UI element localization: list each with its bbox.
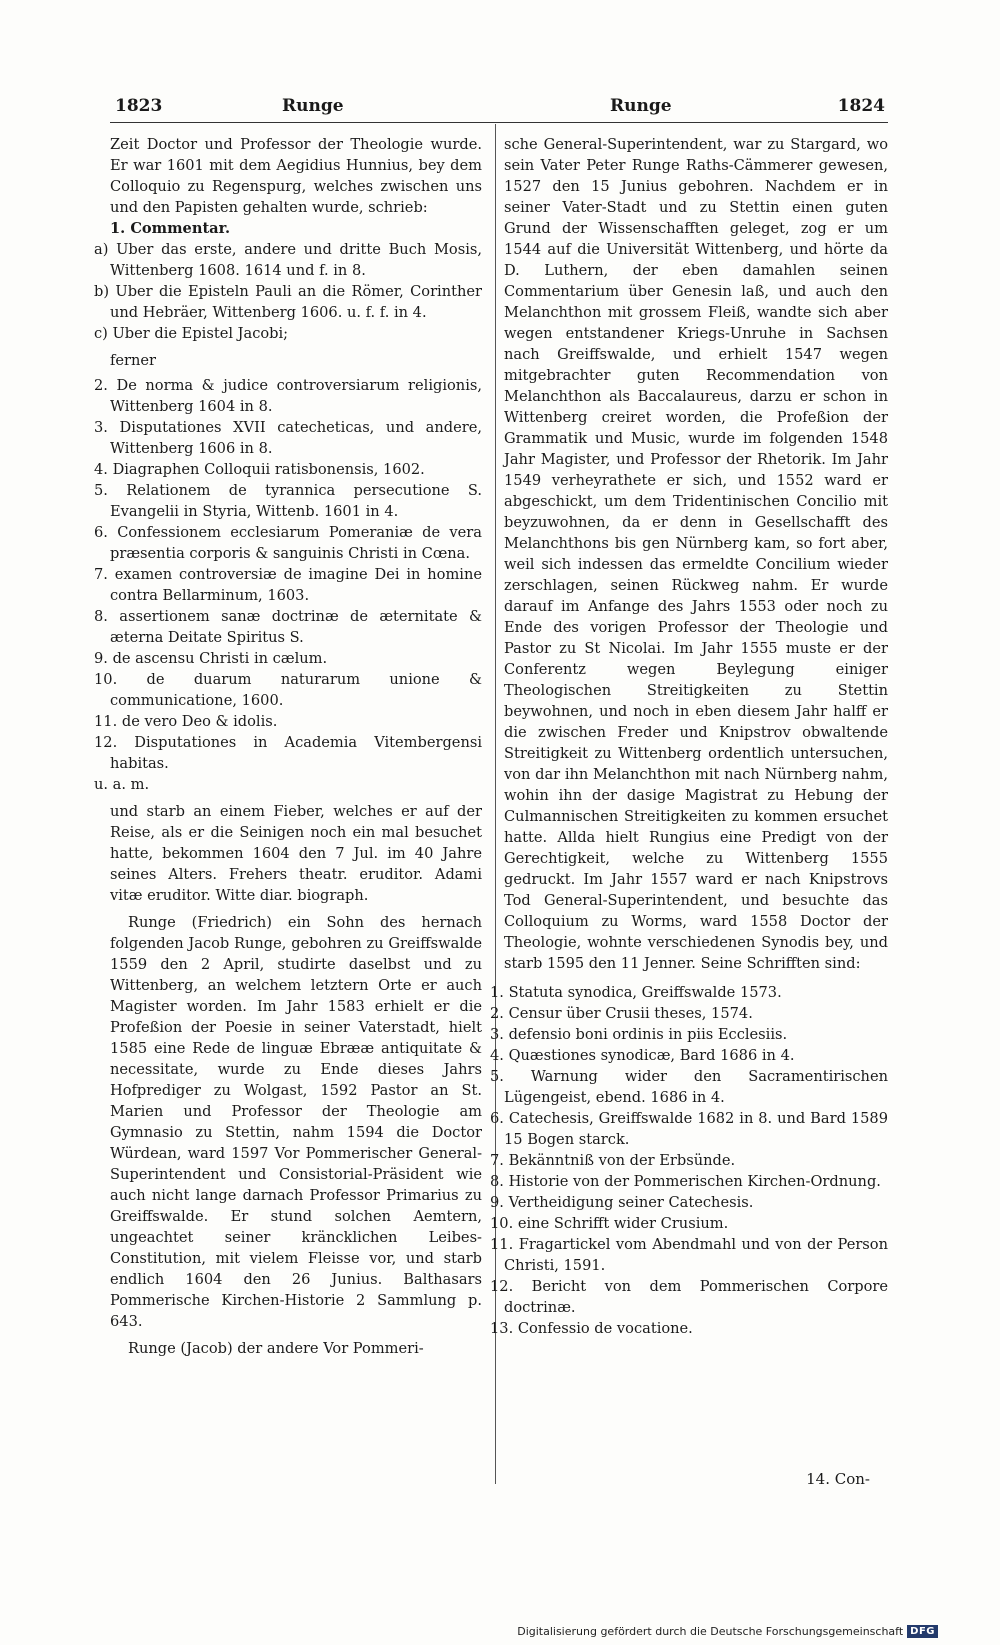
list-item: 12. Disputationes in Academia Vitembergensi habitas. [94, 734, 482, 772]
list-item: 10. eine Schrifft wider Crusium. [490, 1215, 729, 1232]
list-item: 3. Disputationes XVII catecheticas, und andere, Wittenberg 1606 in 8. [94, 419, 482, 457]
list-item: 10. de duarum naturarum unione & communicatione, 1600. [94, 671, 482, 709]
list-item: 11. Fragartickel vom Abendmahl und von der Person Christi, 1591. [490, 1236, 888, 1274]
list-item: b) Uber die Episteln Pauli an die Römer, Corinther und Hebräer, Wittenberg 1606. u. f. f. in 4. [94, 283, 482, 321]
footer-text: Digitalisierung gefördert durch die Deutsche Forschungsgemeinschaft [517, 1625, 904, 1638]
list-item: 12. Bericht von dem Pommerischen Corpore doctrinæ. [490, 1278, 888, 1316]
page-number-right: 1824 [837, 96, 885, 116]
dfg-logo: DFG [907, 1625, 938, 1638]
ferner-label: ferner [110, 352, 157, 369]
list-item: 7. Bekänntniß von der Erbsünde. [490, 1152, 736, 1169]
left-column [94, 134, 482, 1359]
list-item: 11. de vero Deo & idolis. [94, 713, 278, 730]
running-title-right: Runge [610, 96, 672, 116]
list-item: a) Uber das erste, andere und dritte Buch Mosis, Wittenberg 1608. 1614 und f. in 8. [94, 241, 482, 279]
commentar-heading: 1. Commentar. [110, 220, 231, 237]
left-intro: Zeit Doctor und Professor der Theologie wurde. Er war 1601 mit dem Aegidius Hunnius, bey dem Colloquio zu Regenspurg, welches zwischen uns und den Papisten gehalten wurde, schrieb: [110, 136, 482, 216]
catchword: 14. Con- [806, 1470, 870, 1488]
list-item: 3. defensio boni ordinis in piis Ecclesiis. [490, 1026, 788, 1043]
list-item: 5. Relationem de tyrannica persecutione S. Evangelii in Styria, Wittenb. 1601 in 4. [94, 482, 482, 520]
left-paragraph: und starb an einem Fieber, welches er auf der Reise, als er die Seinigen noch ein mal besuchet hatte, bekommen 1604 den 7 Jul. im 40 Jahre seines Alters. Frehers theatr. eruditor. Adami vitæ eruditor. Witte diar. biograph. [110, 803, 482, 904]
list-item: c) Uber die Epistel Jacobi; [94, 325, 289, 342]
right-column [490, 134, 888, 1339]
right-paragraph: sche General-Superintendent, war zu Stargard, wo sein Vater Peter Runge Raths-Cämmerer gewesen, 1527 den 15 Junius gebohren. Nachdem er in seiner Vater-Stadt und zu Stettin einen guten Grund der Wissenschafften geleget, zog er um 1544 auf die Universität Wittenberg, und hörte da D. Luthern, der eben damahlen seinen Commentarium über Genesin laß, und auch den Melanchthon mit grossem Fleiß, wandte sich aber wegen entstandener Kriegs-Unruhe in Sachsen nach Greiffswalde, und erhielt 1547 wegen mitgebrachter guten Recommendation von Melanchthon als Baccalaureus, darzu er schon in Wittenberg creiret worden, die Profeßion der Grammatik und Music, wurde im folgenden 1548 Jahr Magister, und Professor der Rhetorik. Im Jahr 1549 verheyrathete er sich, und 1552 ward er abgeschickt, um dem Tridentinischen Concilio mit beyzuwohnen, da er denn in Gesellschafft des Melanchthons bis gen Nürnberg kam, so fort aber, weil sich indessen das ermeldte Concilium wieder zerschlagen, seinen Rückweg nahm. Er wurde darauf im Anfange des Jahrs 1553 oder noch zu Ende des vorigen Professor der Theologie und Pastor zu St Nicolai. Im Jahr 1555 muste er der Conferentz wegen Beylegung einiger Theologischen Streitigkeiten zu Stettin beywohnen, und noch in eben diesem Jahr halff er die zwischen Freder und Knipstrov obwaltende Streitigkeit zu Wittenberg ordentlich untersuchen, von dar ihn Melanchthon mit nach Nürnberg nahm, wohin ihn der dasige Magistrat zu Hebung der Culmannischen Streitigkeiten zu kommen ersuchet hatte. Allda hielt Rungius eine Predigt von der Gerechtigkeit, welche zu Wittenberg 1555 gedruckt. Im Jahr 1557 ward er nach Knipstrovs Tod General-Superintendent, und besuchte das Colloquium zu Worms, ward 1558 Doctor der Theologie, wohnte verschiedenen Synodis bey, und starb 1595 den 11 Jenner. Seine Schrifften sind: [504, 136, 888, 972]
list-item: 8. Historie von der Pommerischen Kirchen-Ordnung. [490, 1173, 881, 1190]
list-item: 6. Catechesis, Greiffswalde 1682 in 8. und Bard 1589 15 Bogen starck. [490, 1110, 888, 1148]
entry-runge-jacob: Runge (Jacob) der andere Vor Pommeri- [128, 1340, 424, 1357]
list-item: 9. de ascensu Christi in cælum. [94, 650, 328, 667]
list-item: u. a. m. [94, 776, 150, 793]
list-item: 5. Warnung wider den Sacramentirischen Lügengeist, ebend. 1686 in 4. [490, 1068, 888, 1106]
list-item: 7. examen controversiæ de imagine Dei in homine contra Bellarminum, 1603. [94, 566, 482, 604]
list-item: 4. Diagraphen Colloquii ratisbonensis, 1602. [94, 461, 425, 478]
list-item: 2. Censur über Crusii theses, 1574. [490, 1005, 753, 1022]
entry-runge-friedrich: Runge (Friedrich) ein Sohn des hernach folgenden Jacob Runge, gebohren zu Greiffswalde 1559 den 2 April, studirte daselbst und zu Wittenberg, an welchem letztern Orte er auch Magister worden. Im Jahr 1583 erhielt er die Profeßion der Poesie in seiner Vaterstadt, hielt 1585 eine Rede de linguæ Ebrææ antiquitate & necessitate, wurde zu Ende dieses Jahrs Hofprediger zu Wolgast, 1592 Pastor an St. Marien und Professor der Theologie am Gymnasio zu Stettin, nahm 1594 die Doctor Würdean, ward 1597 Vor Pommerischer General-Superintendent und Consistorial-Präsident wie auch nicht lange darnach Professor Primarius zu Greiffswalde. Er stund solchen Aemtern, ungeachtet seiner kräncklichen Leibes-Constitution, mit vielem Fleisse vor, und starb endlich 1604 den 26 Junius. Balthasars Pommerische Kirchen-Historie 2 Sammlung p. 643. [110, 914, 482, 1330]
list-item: 8. assertionem sanæ doctrinæ de æternitate & æterna Deitate Spiritus S. [94, 608, 482, 646]
running-title-left: Runge [282, 96, 344, 116]
list-item: 1. Statuta synodica, Greiffswalde 1573. [490, 984, 782, 1001]
list-item: 9. Vertheidigung seiner Catechesis. [490, 1194, 754, 1211]
header-rule [110, 122, 888, 123]
list-item: 2. De norma & judice controversiarum religionis, Wittenberg 1604 in 8. [94, 377, 482, 415]
list-item: 4. Quæstiones synodicæ, Bard 1686 in 4. [490, 1047, 795, 1064]
list-item: 6. Confessionem ecclesiarum Pomeraniæ de vera præsentia corporis & sanguinis Christi in Cœna. [94, 524, 482, 562]
footer [517, 1625, 938, 1638]
list-item: 13. Confessio de vocatione. [490, 1320, 693, 1337]
page-number-left: 1823 [115, 96, 163, 116]
